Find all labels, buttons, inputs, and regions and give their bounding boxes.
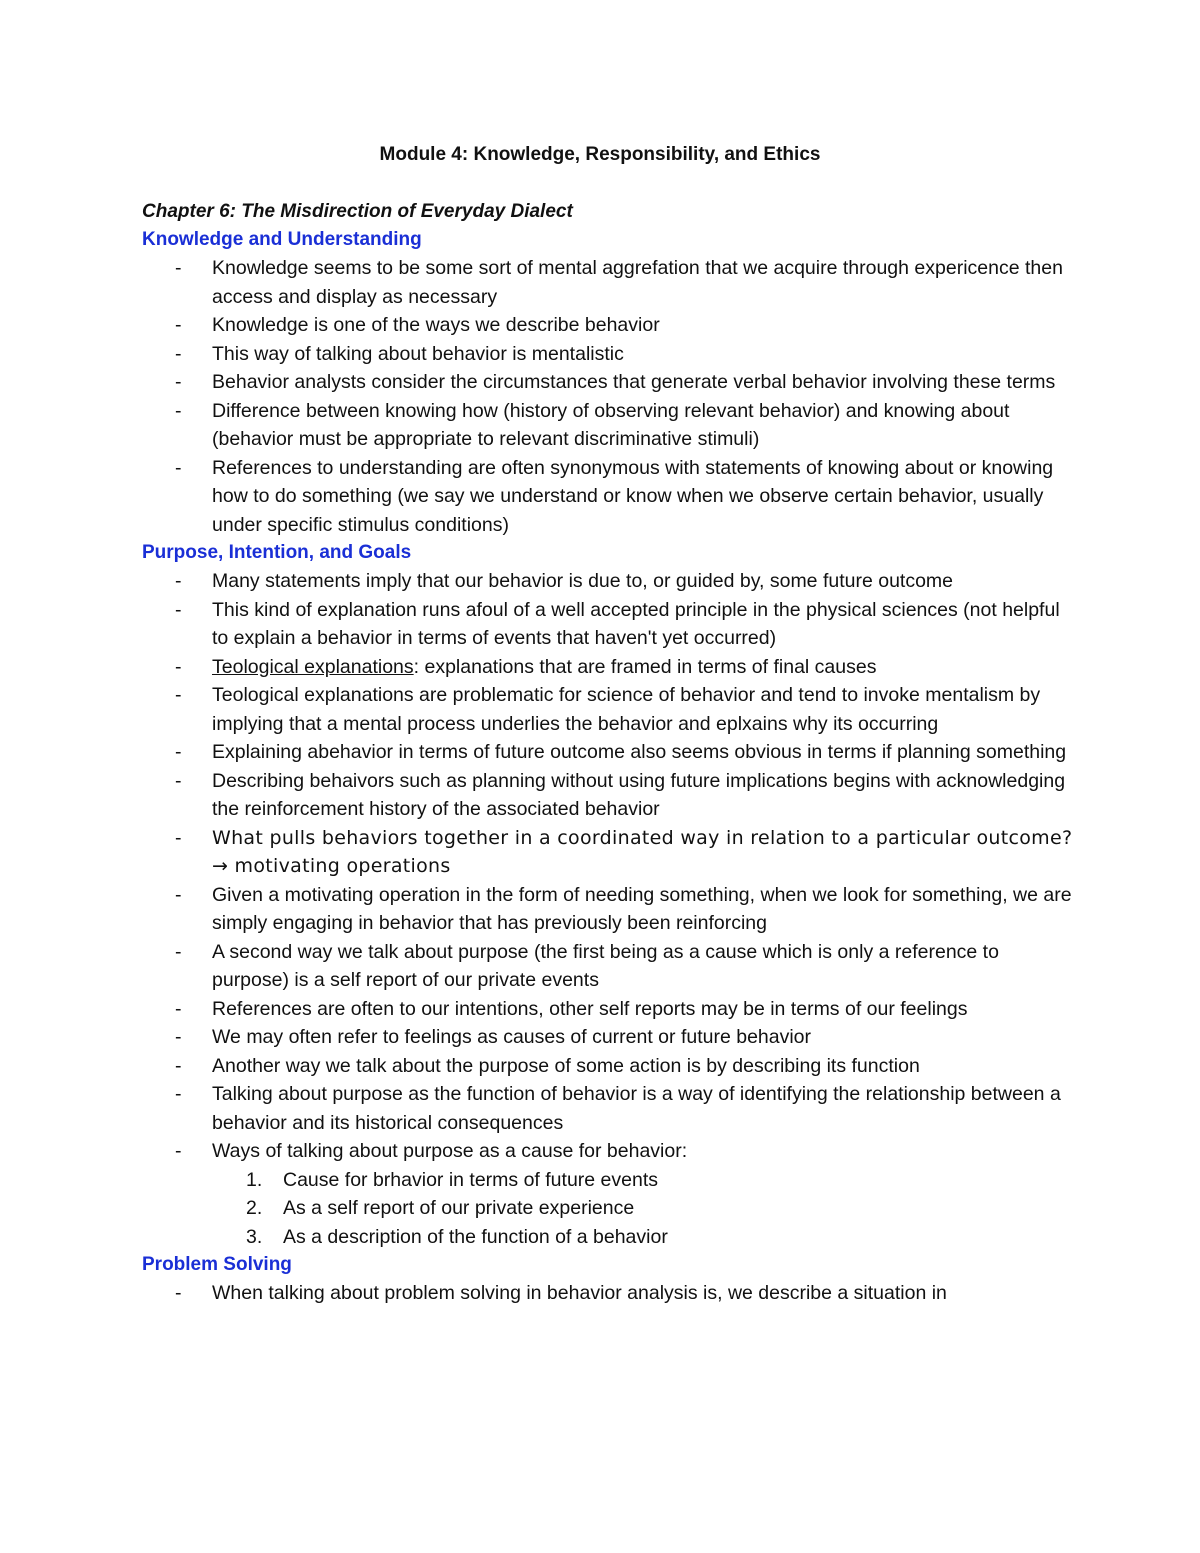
list-item-text: This kind of explanation runs afoul of a well accepted principle in the physical sciences (not helpful to explain a behavior in terms of events that haven't yet occurred) [212, 598, 1060, 649]
list-item-text: Difference between knowing how (history of observing relevant behavior) and knowing about (behavior must be appropriate to relevant discriminative stimuli) [212, 399, 1010, 450]
list-item [142, 1023, 1080, 1052]
bullet-dash: - [175, 940, 182, 963]
list-item [142, 1279, 1080, 1308]
list-item [142, 824, 1080, 881]
bullet-dash: - [175, 257, 182, 279]
bullet-dash: - [175, 570, 182, 592]
chapter-heading: Chapter 6: The Misdirection of Everyday Dialect [142, 201, 573, 222]
list-item-text: Teological explanations are problematic for science of behavior and tend to invoke mentalism by implying that a mental process underlies the behavior and eplxains why its occurring [212, 684, 1041, 735]
list-item [142, 567, 1080, 596]
list-item [142, 1137, 1080, 1166]
numbered-item-text: As a self report of our private experience [283, 1197, 635, 1219]
list-item [142, 1052, 1080, 1081]
list-item-text: Many statements imply that our behavior is due to, or guided by, some future outcome [212, 570, 954, 592]
list-item [142, 881, 1080, 938]
underlined-term: Teological explanations [212, 655, 414, 678]
list-item-text: A second way we talk about purpose (the first being as a cause which is only a reference to purpose) is a self report of our private events [212, 940, 999, 991]
list-item [142, 1080, 1080, 1137]
list-item-text: Given a motivating operation in the form of needing something, when we look for something, we are simply engaging in behavior that has previously been reinforcing [212, 883, 1072, 934]
bullet-dash: - [175, 769, 182, 792]
list-item [142, 397, 1080, 454]
list-item-text: When talking about problem solving in behavior analysis is, we describe a situation in [212, 1282, 947, 1304]
bullet-list-knowledge [142, 254, 1080, 539]
section-heading-knowledge: Knowledge and Understanding [142, 229, 422, 250]
list-item-text: Talking about purpose as the function of behavior is a way of identifying the relationship between a behavior and its historical consequences [212, 1083, 1061, 1134]
bullet-dash: - [175, 598, 182, 621]
list-item [142, 938, 1080, 995]
list-item-text: We may often refer to feelings as causes of current or future behavior [212, 1026, 812, 1048]
bullet-list-problem-solving [142, 1279, 1080, 1308]
list-item-text: : explanations that are framed in terms of final causes [413, 655, 877, 678]
numbered-item [142, 1223, 1080, 1252]
list-item [142, 681, 1080, 738]
list-item-text: Another way we talk about the purpose of some action is by describing its function [212, 1054, 920, 1077]
list-item [142, 254, 1080, 311]
list-item [142, 995, 1080, 1024]
section-heading-problem-solving: Problem Solving [142, 1254, 292, 1275]
list-item-text: Knowledge seems to be some sort of mental aggrefation that we acquire through expericence then access and display as necessary [212, 257, 1063, 308]
bullet-dash: - [175, 826, 182, 849]
numbered-item-text: As a description of the function of a behavior [283, 1225, 668, 1248]
list-item-text: This way of talking about behavior is mentalistic [212, 342, 624, 365]
numbered-item-text: Cause for brhavior in terms of future events [283, 1168, 659, 1191]
bullet-dash: - [175, 883, 182, 906]
bullet-list-purpose [142, 567, 1080, 1166]
list-item-text: Explaining abehavior in terms of future outcome also seems obvious in terms if planning something [212, 741, 1067, 763]
list-item-text: References are often to our intentions, other self reports may be in terms of our feelings [212, 997, 968, 1020]
list-item [142, 738, 1080, 767]
bullet-dash: - [175, 371, 182, 393]
bullet-dash: - [175, 314, 182, 336]
numbered-item [142, 1194, 1080, 1223]
list-item [142, 340, 1080, 369]
bullet-dash: - [175, 1282, 182, 1304]
list-item [142, 653, 1080, 682]
list-item [142, 454, 1080, 540]
bullet-dash: - [175, 655, 182, 678]
item-number: 3. [246, 1225, 263, 1248]
list-item [142, 368, 1080, 397]
bullet-dash: - [175, 741, 182, 763]
list-item-text: Behavior analysts consider the circumstances that generate verbal behavior involving these terms [212, 371, 1056, 393]
list-item-text: Knowledge is one of the ways we describe behavior [212, 314, 660, 336]
bullet-dash: - [175, 1026, 182, 1048]
bullet-dash: - [175, 342, 182, 365]
bullet-dash: - [175, 1140, 182, 1162]
bullet-dash: - [175, 456, 182, 479]
list-item-text: Ways of talking about purpose as a cause for behavior: [212, 1140, 688, 1162]
item-number: 1. [246, 1168, 263, 1191]
list-item-text: References to understanding are often synonymous with statements of knowing about or knowing how to do something (we say we understand or know when we observe certain behavior, usually under specific stimulus conditions) [212, 456, 1054, 536]
numbered-list-purpose [142, 1166, 1080, 1252]
list-item-text: Describing behaivors such as planning without using future implications begins with acknowledging the reinforcement history of the associated behavior [212, 769, 1066, 820]
bullet-dash: - [175, 399, 182, 422]
numbered-item [142, 1166, 1080, 1195]
list-item-text: What pulls behaviors together in a coordinated way in relation to a particular outcome? → motivating operations [212, 826, 1073, 877]
list-item [142, 767, 1080, 824]
bullet-dash: - [175, 1054, 182, 1077]
item-number: 2. [246, 1197, 263, 1219]
bullet-dash: - [175, 684, 182, 706]
section-heading-purpose: Purpose, Intention, and Goals [142, 542, 412, 563]
bullet-dash: - [175, 997, 182, 1020]
document-title: Module 4: Knowledge, Responsibility, and Ethics [379, 144, 821, 165]
list-item [142, 596, 1080, 653]
bullet-dash: - [175, 1083, 182, 1105]
list-item [142, 311, 1080, 340]
